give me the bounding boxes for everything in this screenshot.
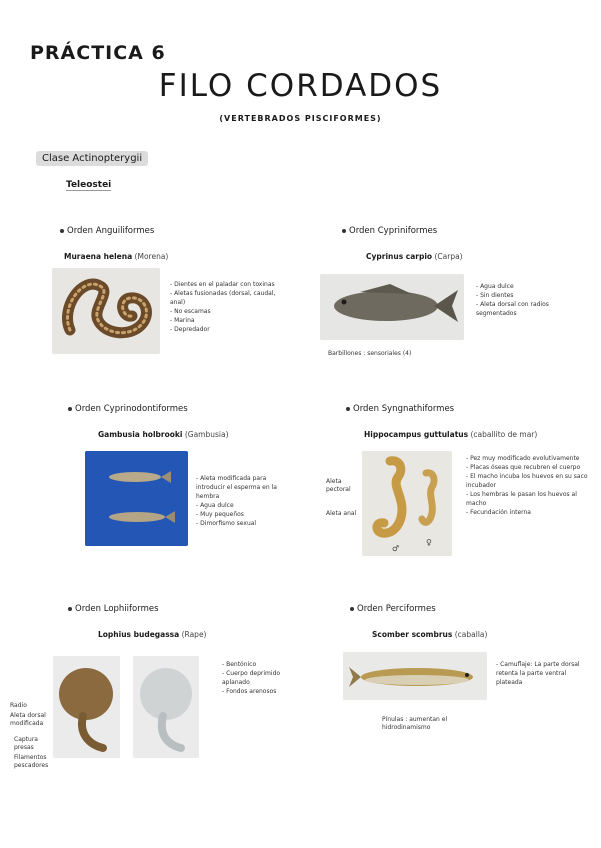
- notes-lophiiformes: - Bentónico - Cuerpo deprimido aplanado - Fondos arenosos: [222, 660, 302, 696]
- order-heading-perciformes: Orden Perciformes: [350, 604, 436, 614]
- subclass-label: Teleostei: [66, 180, 112, 190]
- radius-label: Radio: [10, 702, 27, 709]
- dorsal-fin-label: Aleta dorsal modificada: [10, 712, 46, 727]
- notes-perciformes: - Camuflaje: La parte dorsal retenta la parte ventral plateada: [496, 660, 592, 687]
- species-name-hippocampus: Hippocampus guttulatus (caballito de mar): [364, 430, 538, 439]
- species-name-lophius: Lophius budegassa (Rape): [98, 630, 207, 639]
- order-heading-lophiiformes: Orden Lophiiformes: [68, 604, 159, 614]
- monkfish-dorsal-photo: [53, 656, 120, 758]
- order-heading-cypriniformes: Orden Cypriniformes: [342, 226, 437, 236]
- prey-capture-label: Captura presas: [14, 736, 38, 751]
- order-heading-anguiliformes: Orden Anguiliformes: [60, 226, 154, 236]
- notes-anguiliformes: - Dientes en el paladar con toxinas - Aletas fusionadas (dorsal, caudal, anal) - No escamas - Marina - Depredador: [170, 280, 290, 334]
- female-symbol: ♀: [426, 538, 432, 547]
- finlets-label: Pínulas : aumentan el hidrodinamismo: [382, 716, 448, 731]
- monkfish-ventral-photo: [133, 656, 199, 758]
- barbels-label: Barbillones : sensoriales (4): [328, 350, 412, 357]
- gambusia-photo: [85, 451, 188, 546]
- moray-eel-photo: [52, 268, 160, 354]
- carp-photo: [320, 274, 464, 340]
- species-name-cyprinus: Cyprinus carpio (Carpa): [366, 252, 463, 261]
- page-subtitle: (VERTEBRADOS PISCIFORMES): [219, 114, 382, 123]
- male-symbol: ♂: [392, 544, 400, 553]
- anal-fin-label: Aleta anal: [326, 510, 357, 517]
- fishing-filaments-label: Filamentos pescadores: [14, 754, 49, 769]
- order-heading-syngnathiformes: Orden Syngnathiformes: [346, 404, 454, 414]
- notes-cypriniformes: - Agua dulce - Sin dientes - Aleta dorsal con radios segmentados: [476, 282, 586, 318]
- species-name-muraena: Muraena helena (Morena): [64, 252, 169, 261]
- order-heading-cyprinodontiformes: Orden Cyprinodontiformes: [68, 404, 188, 414]
- practice-number: PRÁCTICA 6: [30, 42, 166, 64]
- notes-cyprinodontiformes: - Aleta modificada para introducir el esperma en la hembra - Agua dulce - Muy pequeños - Dimorfismo sexual: [196, 474, 282, 528]
- species-name-gambusia: Gambusia holbrooki (Gambusia): [98, 430, 229, 439]
- mackerel-photo: [343, 652, 487, 700]
- pectoral-fin-label: Aleta pectoral: [326, 478, 351, 493]
- page-title: FILO CORDADOS: [158, 68, 443, 104]
- notes-syngnathiformes: - Pez muy modificado evolutivamente - Placas óseas que recubren el cuerpo - El macho incuba los huevos en su saco incubador - Los hembras le pasan los huevos al macho - Fecundación interna: [466, 454, 592, 517]
- seahorse-photo: [362, 451, 452, 556]
- class-label: Clase Actinopterygii: [36, 151, 148, 166]
- species-name-scomber: Scomber scombrus (caballa): [372, 630, 488, 639]
